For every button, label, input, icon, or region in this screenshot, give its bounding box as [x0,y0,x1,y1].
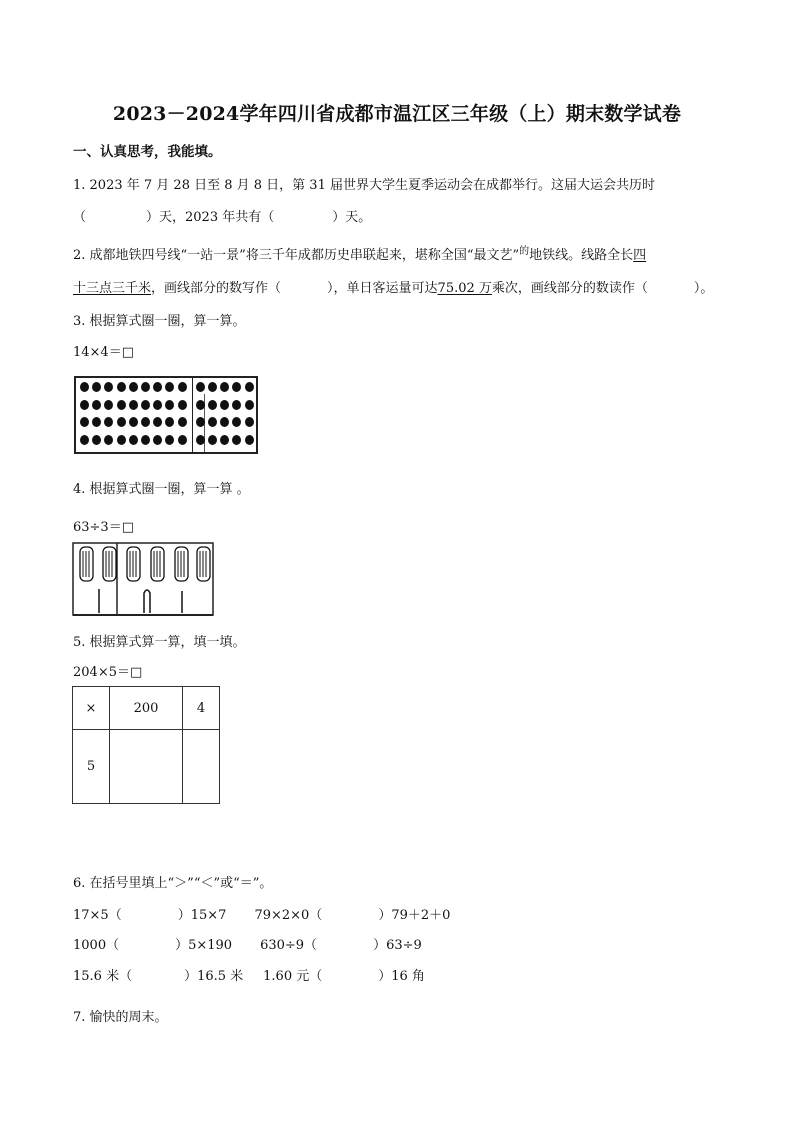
table-row-5: 5 [73,730,110,804]
comparison-right: ）15×7 [177,908,227,923]
dot [104,382,113,392]
dot [178,382,187,392]
table-answer-cell[interactable] [183,730,220,804]
dot [129,382,138,392]
dot [245,417,254,427]
question-1-line-1: 1. 2023 年 7 月 28 日至 8 月 8 日，第 31 届世界大学生夏季运动会在成都举行。这届大运会共历时 [73,178,655,193]
comparison-right: ）5×190 [175,938,233,953]
q2-underlined: 四 [633,248,647,263]
q1-paren-open: （ [73,210,87,225]
dot [153,435,162,445]
dot [165,417,174,427]
dot [153,417,162,427]
table-header-4: 4 [183,687,220,730]
dot [80,435,89,445]
q2-superscript: 的 [519,246,530,257]
dot [153,400,162,410]
comparison-left: 1000（ [73,938,120,953]
q1-text-end: ）天。 [332,210,372,225]
question-1-line-2 [73,206,371,225]
dot [196,435,205,445]
comparison-row-1 [73,904,450,923]
q2-text-d: ），单日客运量可达 [327,281,438,296]
dot [92,400,101,410]
dot [141,435,150,445]
comparison-left: 15.6 米（ [73,969,133,984]
comparison-right: ）16.5 米 [184,969,244,984]
dot [220,400,229,410]
dot [208,435,217,445]
dot [220,417,229,427]
question-3-label: 3. 根据算式圈一圈，算一算。 [73,314,246,329]
dot [80,417,89,427]
dot [178,435,187,445]
dot-array-figure [74,376,258,454]
dot [141,417,150,427]
comparison-right: ）79＋2＋0 [378,908,451,923]
dot [92,382,101,392]
pencil-bundle-figure [72,541,216,617]
q2-text: 2. 成都地铁四号线“一站一景”将三千年成都历史串联起来，堪称全国“最文艺” [73,248,520,263]
dot [117,435,126,445]
dot [232,435,241,445]
q2-text-b: 地铁线。线路全长 [529,248,634,263]
q2-text-c: ，画线部分的数写作（ [151,281,282,296]
q1-text: ）天，2023 年共有（ [146,210,275,225]
page-title: 2023－2024学年四川省成都市温江区三年级（上）期末数学试卷 [112,103,682,125]
dot [232,382,241,392]
question-5-label: 5. 根据算式算一算，填一填。 [73,635,246,650]
dot [245,400,254,410]
question-4-formula: 63÷3＝□ [73,520,134,535]
dot [80,382,89,392]
dot [220,382,229,392]
question-3-formula: 14×4＝□ [73,345,134,360]
dot [208,400,217,410]
dot [245,382,254,392]
dot [153,382,162,392]
table-corner: × [73,687,110,730]
question-6-label: 6. 在括号里填上“＞”“＜”或“＝”。 [73,876,273,891]
dot [178,417,187,427]
dot [196,382,205,392]
dot [196,400,205,410]
dot [92,435,101,445]
dot [129,417,138,427]
dot [80,400,89,410]
dot [220,435,229,445]
comparison-left: 630÷9（ [260,938,318,953]
comparison-left: 79×2×0（ [254,908,323,923]
comparison-left: 17×5（ [73,908,122,923]
dot [245,435,254,445]
dot [232,417,241,427]
dot [141,382,150,392]
dot-array-divider [192,378,193,452]
question-2-line-1 [73,244,646,263]
q2-underlined-3: 75.02 万 [437,281,492,296]
dot [117,382,126,392]
dot [208,382,217,392]
dot [129,400,138,410]
question-5-formula: 204×5＝□ [73,665,143,680]
dot [208,417,217,427]
comparison-right: ）63÷9 [373,938,422,953]
dot [165,382,174,392]
dot [165,400,174,410]
comparison-row-3 [73,965,425,984]
dot [165,435,174,445]
table-answer-cell[interactable] [110,730,183,804]
dot [178,400,187,410]
dot [104,400,113,410]
comparison-row-2 [73,934,422,953]
dot [129,435,138,445]
dot [104,417,113,427]
q2-text-f: ）。 [693,281,714,296]
dot [117,400,126,410]
dot [141,400,150,410]
multiplication-table [72,686,220,804]
question-2-line-2 [73,277,713,296]
section-heading-1: 一、认真思考，我能填。 [73,144,222,160]
question-7-label: 7. 愉快的周末。 [73,1010,168,1025]
dot [104,435,113,445]
dot [117,417,126,427]
dot [232,400,241,410]
q2-text-e: 乘次，画线部分的数读作（ [491,281,648,296]
table-header-200: 200 [110,687,183,730]
q2-underlined-2: 十三点三千米 [73,281,152,296]
comparison-left: 1.60 元（ [263,969,323,984]
dot [92,417,101,427]
dot [196,417,205,427]
comparison-right: ）16 角 [378,969,425,984]
question-4-label: 4. 根据算式圈一圈，算一算 。 [73,482,250,497]
